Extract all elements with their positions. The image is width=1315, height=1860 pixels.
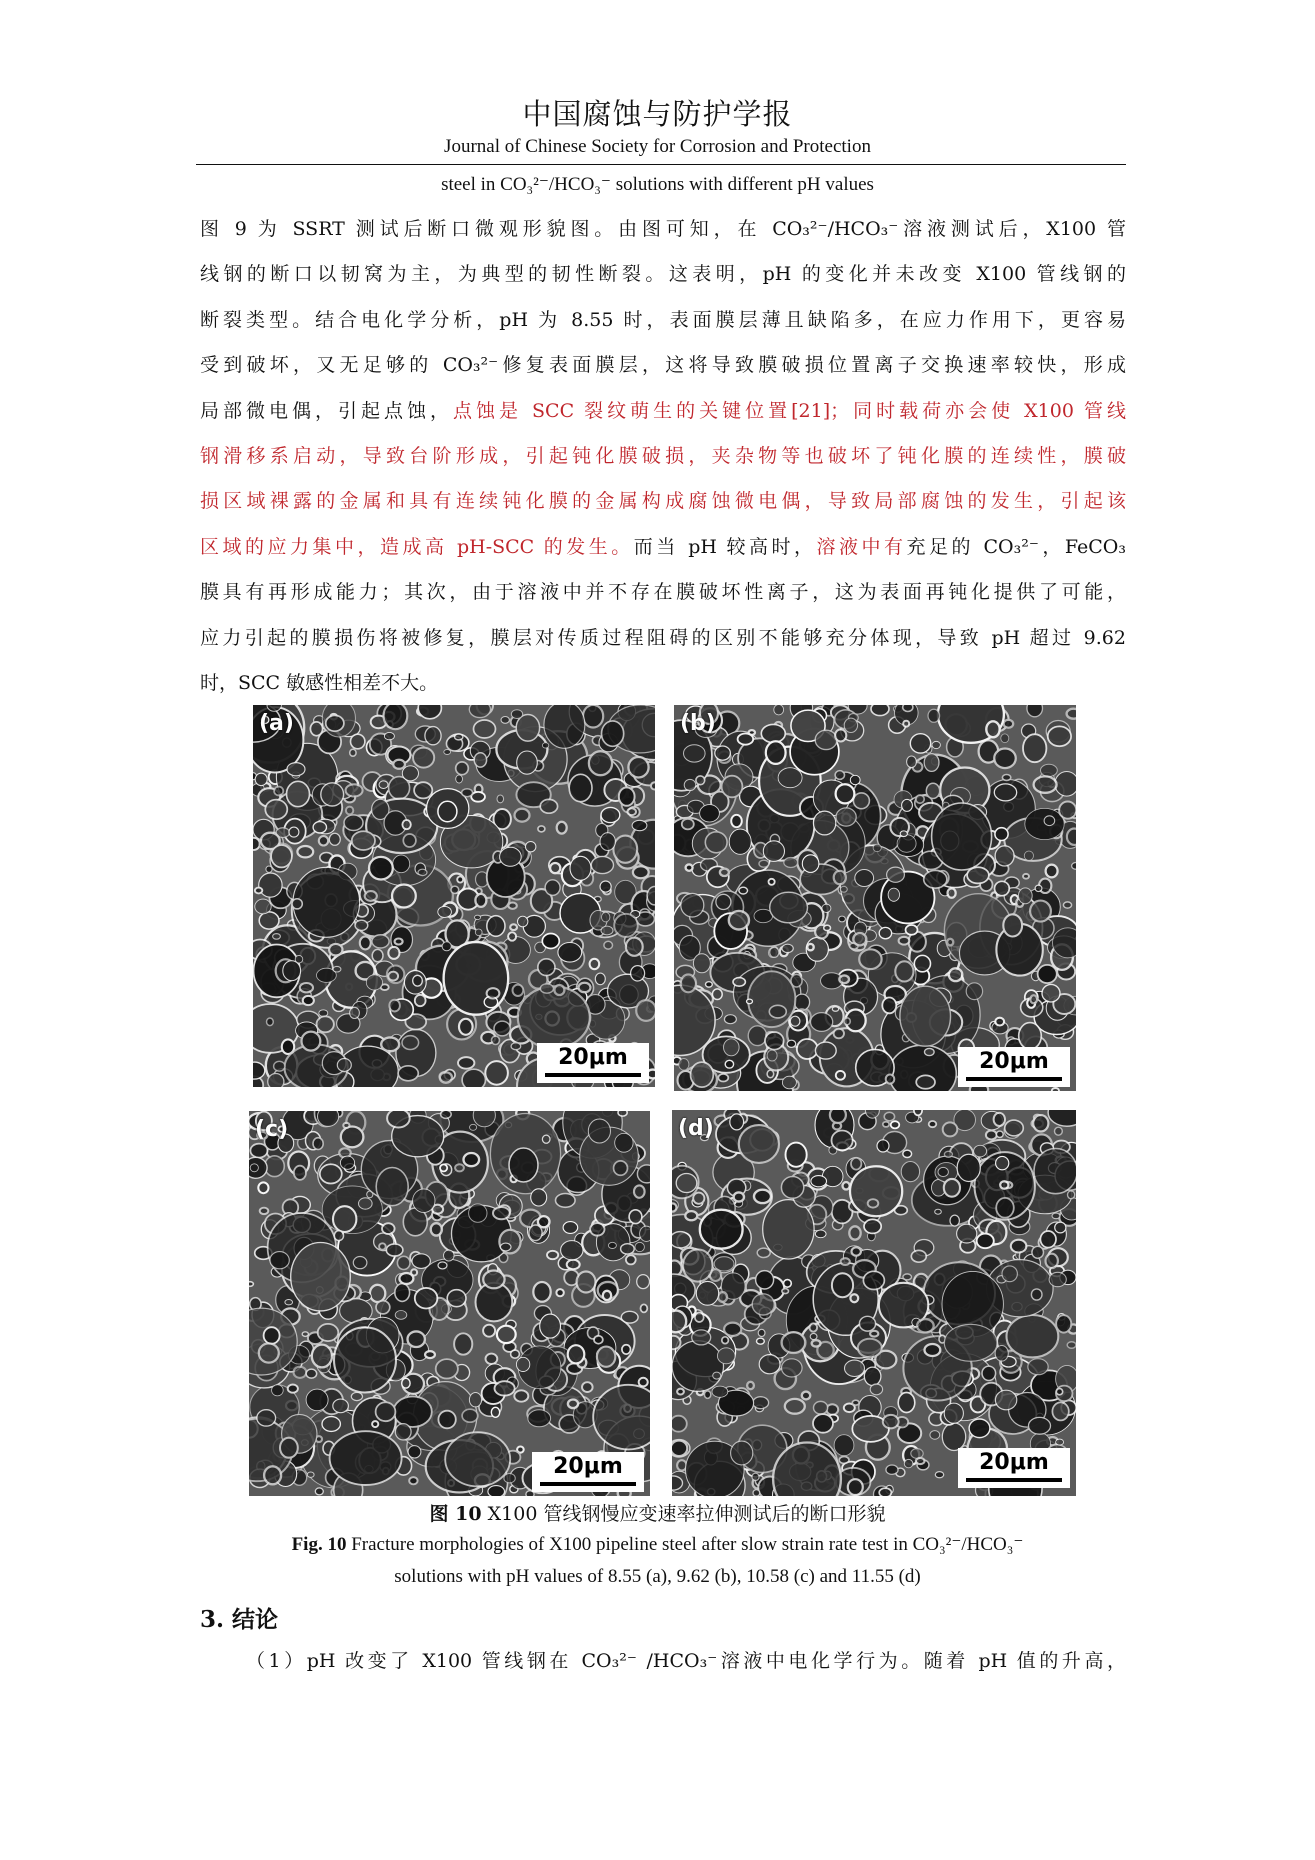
- scale-bar-label: 20μm: [979, 1450, 1049, 1475]
- scale-bar: [958, 1047, 1070, 1087]
- continued-figure-caption: steel in CO₃²⁻/HCO₃⁻ solutions with different pH values: [441, 174, 874, 195]
- section-heading: 3. 结论: [200, 1606, 279, 1633]
- figure-caption-cn: [0, 1499, 1315, 1526]
- panel-label: (b): [680, 711, 716, 736]
- scale-bar-line: [545, 1073, 641, 1077]
- scale-bar-line: [540, 1482, 636, 1486]
- panel-label: (a): [259, 711, 294, 736]
- sem-micrograph-image: [253, 705, 655, 1087]
- body-line: 断裂类型。结合电化学分析，pH 为 8.55 时，表面膜层薄且缺陷多，在应力作用下，更容易: [200, 308, 1126, 331]
- scale-bar-line: [966, 1077, 1062, 1081]
- header-divider: [196, 164, 1126, 165]
- sem-panel-a: [253, 705, 655, 1087]
- body-line-highlighted: 钢滑移系启动，导致台阶形成，引起钝化膜破损，夹杂物等也破坏了钝化膜的连续性，膜破: [200, 444, 1126, 467]
- body-line: 应力引起的膜损伤将被修复，膜层对传质过程阻碍的区别不能够充分体现，导致 pH 超过 9.62: [200, 626, 1126, 649]
- figure-caption-en-line2: solutions with pH values of 8.55 (a), 9.62 (b), 10.58 (c) and 11.55 (d): [394, 1566, 921, 1587]
- conclusion-first-line: （1）pH 改变了 X100 管线钢在 CO₃²⁻ /HCO₃⁻溶液中电化学行为。随着 pH 值的升高，: [246, 1650, 1126, 1672]
- figure-caption-en: [0, 1533, 1315, 1556]
- journal-title-en: Journal of Chinese Society for Corrosion and Protection: [444, 136, 871, 157]
- scale-bar-label: 20μm: [553, 1454, 623, 1479]
- sem-panel-c: [249, 1111, 650, 1496]
- sem-panel-b: [674, 705, 1076, 1091]
- scale-bar-label: 20μm: [979, 1049, 1049, 1074]
- sem-micrograph-image: [249, 1111, 650, 1496]
- panel-label: (c): [255, 1117, 289, 1142]
- body-line-highlighted: 损区域裸露的金属和具有连续钝化膜的金属构成腐蚀微电偶，导致局部腐蚀的发生，引起该: [200, 490, 1126, 513]
- sem-micrograph-image: [674, 705, 1076, 1091]
- figure-caption-cn-text: X100 管线钢慢应变速率拉伸测试后的断口形貌: [481, 1503, 886, 1525]
- journal-title-cn: 中国腐蚀与防护学报: [522, 97, 793, 131]
- body-line: 受到破坏，又无足够的 CO₃²⁻修复表面膜层，这将导致膜破损位置离子交换速率较快，形成: [200, 354, 1126, 377]
- scale-bar: [532, 1452, 644, 1492]
- figure-number-cn: 图 10: [429, 1503, 482, 1525]
- body-line: 图 9 为 SSRT 测试后断口微观形貌图。由图可知，在 CO₃²⁻/HCO₃⁻溶液测试后，X100 管: [200, 218, 1126, 240]
- body-paragraph: [200, 207, 1126, 706]
- body-line: 膜具有再形成能力；其次，由于溶液中并不存在膜破坏性离子，这为表面再钝化提供了可能，: [200, 581, 1126, 604]
- sem-micrograph-image: [672, 1110, 1076, 1496]
- body-line-highlighted: 局部微电偶，引起点蚀，点蚀是 SCC 裂纹萌生的关键位置[21]；同时载荷亦会使 X100 管线: [200, 399, 1126, 422]
- scale-bar: [958, 1448, 1070, 1488]
- body-line: 线钢的断口以韧窝为主，为典型的韧性断裂。这表明，pH 的变化并未改变 X100 管线钢的: [200, 263, 1126, 286]
- figure-caption-en-text: Fracture morphologies of X100 pipeline steel after slow strain rate test in CO₃²⁻/HCO₃⁻: [346, 1534, 1024, 1555]
- scale-bar-label: 20μm: [558, 1045, 628, 1070]
- scale-bar: [537, 1043, 649, 1083]
- body-line: 时，SCC 敏感性相差不大。: [200, 671, 439, 694]
- sem-panel-d: [672, 1110, 1076, 1496]
- figure-number-en: Fig. 10: [291, 1534, 347, 1555]
- scale-bar-line: [966, 1478, 1062, 1482]
- body-line-highlighted: 区域的应力集中，造成高 pH-SCC 的发生。而当 pH 较高时，溶液中有充足的 CO₃²⁻，FeCO₃: [200, 535, 1126, 558]
- panel-label: (d): [678, 1116, 714, 1141]
